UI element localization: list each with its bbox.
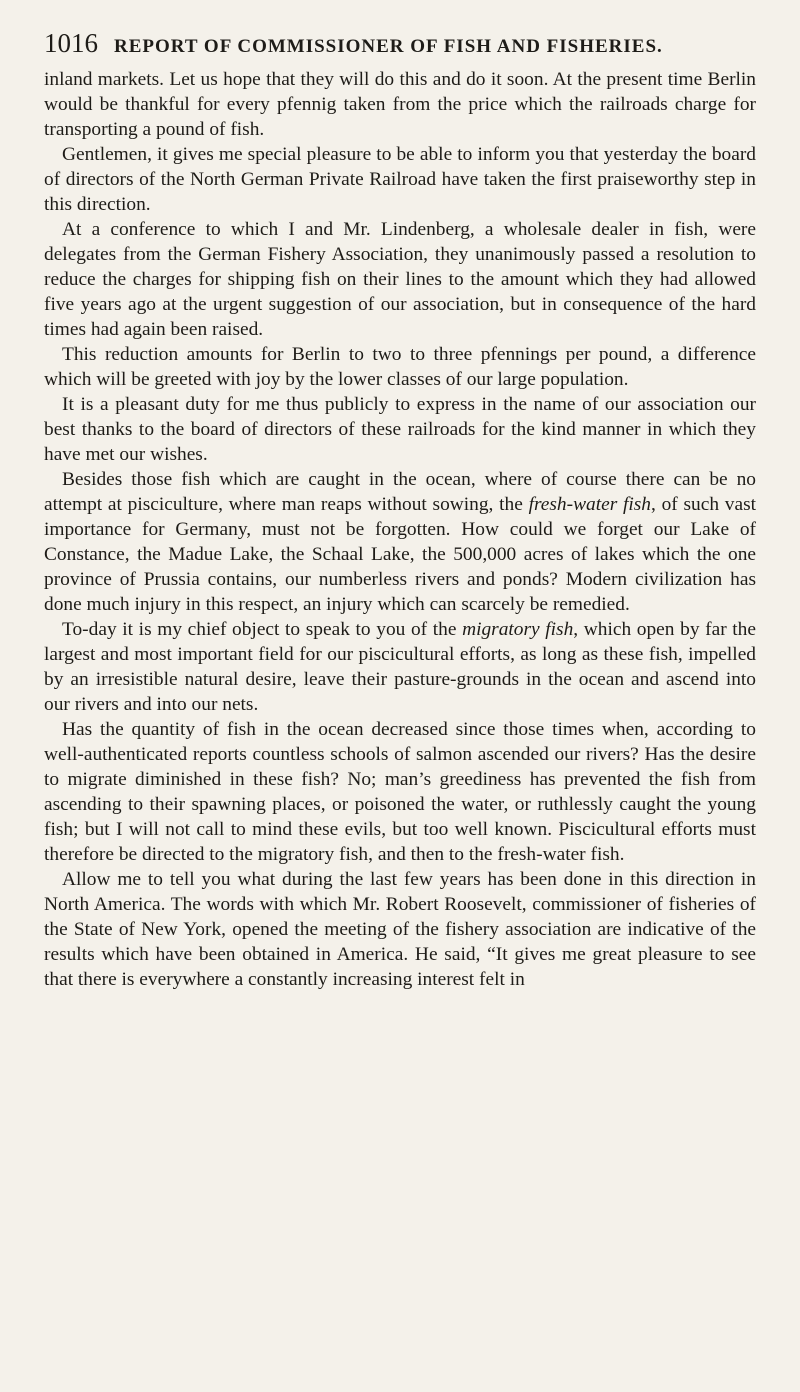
paragraph-continuation: inland markets. Let us hope that they will do this and do it soon. At the present time Berlin would be thankful for every pfennig taken from the price which the railroads charge for transporting a pound of fish.	[44, 69, 756, 140]
paragraph-migratory-fish	[44, 617, 756, 717]
italic-term: migratory fish	[462, 619, 574, 640]
running-head-title: REPORT OF COMMISSIONER OF FISH AND FISHERIES.	[114, 36, 663, 57]
paragraph-ocean-quantity: Has the quantity of fish in the ocean decreased since those times when, according to well-authenticated reports countless schools of salmon ascended our rivers? Has the desire to migrate diminished in these fish? No; man’s greediness has prevented the fish from ascending to their spawning places, or poisoned the water, or ruthlessly caught the young fish; but I will not call to mind these evils, but too well known. Piscicultural efforts must therefore be directed to the migratory fish, and then to the fresh-water fish.	[44, 719, 756, 865]
paragraph-railroad: Gentlemen, it gives me special pleasure to be able to inform you that yesterday the board of directors of the North German Private Railroad have taken the first praiseworthy step in this direction.	[44, 144, 756, 215]
italic-term: fresh-water fish	[528, 494, 652, 515]
text-run: , which open by far the largest and most important field for our piscicultural efforts, as long as these fish, impelled by an irresistible natural desire, leave their pasture-grounds in the ocean and ascend into our rivers and into our nets.	[44, 619, 756, 715]
text-run: Besides those fish which are caught in the ocean, where of course there can be no attempt at pisciculture, where man reaps without sowing, the	[44, 469, 756, 515]
text-run: , of such vast importance for Germany, must not be forgotten. How could we forget our Lake of Constance, the Madue Lake, the Schaal Lake, the 500,000 acres of lakes which the one province of Prussia contains, our numberless rivers and ponds? Modern civilization has done much injury in this respect, an injury which can scarcely be remedied.	[44, 494, 757, 615]
paragraph-fresh-water-fish	[44, 467, 756, 617]
page-number: 1016	[44, 28, 98, 58]
paragraph-thanks: It is a pleasant duty for me thus publicly to express in the name of our association our best thanks to the board of directors of these railroads for the kind manner in which they have met our wishes.	[44, 394, 756, 465]
text-run: To-day it is my chief object to speak to you of the	[62, 619, 463, 640]
body-text	[44, 67, 756, 992]
running-head	[44, 28, 756, 59]
paragraph-reduction: This reduction amounts for Berlin to two to three pfennings per pound, a difference which will be greeted with joy by the lower classes of our large population.	[44, 344, 756, 390]
paragraph-conference: At a conference to which I and Mr. Lindenberg, a wholesale dealer in fish, were delegates from the German Fishery Association, they unanimously passed a resolution to reduce the charges for shipping fish on their lines to the amount which they had allowed five years ago at the urgent suggestion of our association, but in consequence of the hard times had again been raised.	[44, 219, 756, 340]
paragraph-north-america: Allow me to tell you what during the last few years has been done in this direction in North America. The words with which Mr. Robert Roosevelt, commissioner of fisheries of the State of New York, opened the meeting of the fishery association are indicative of the results which have been obtained in America. He said, “It gives me great pleasure to see that there is everywhere a constantly increasing interest felt in	[44, 869, 756, 990]
